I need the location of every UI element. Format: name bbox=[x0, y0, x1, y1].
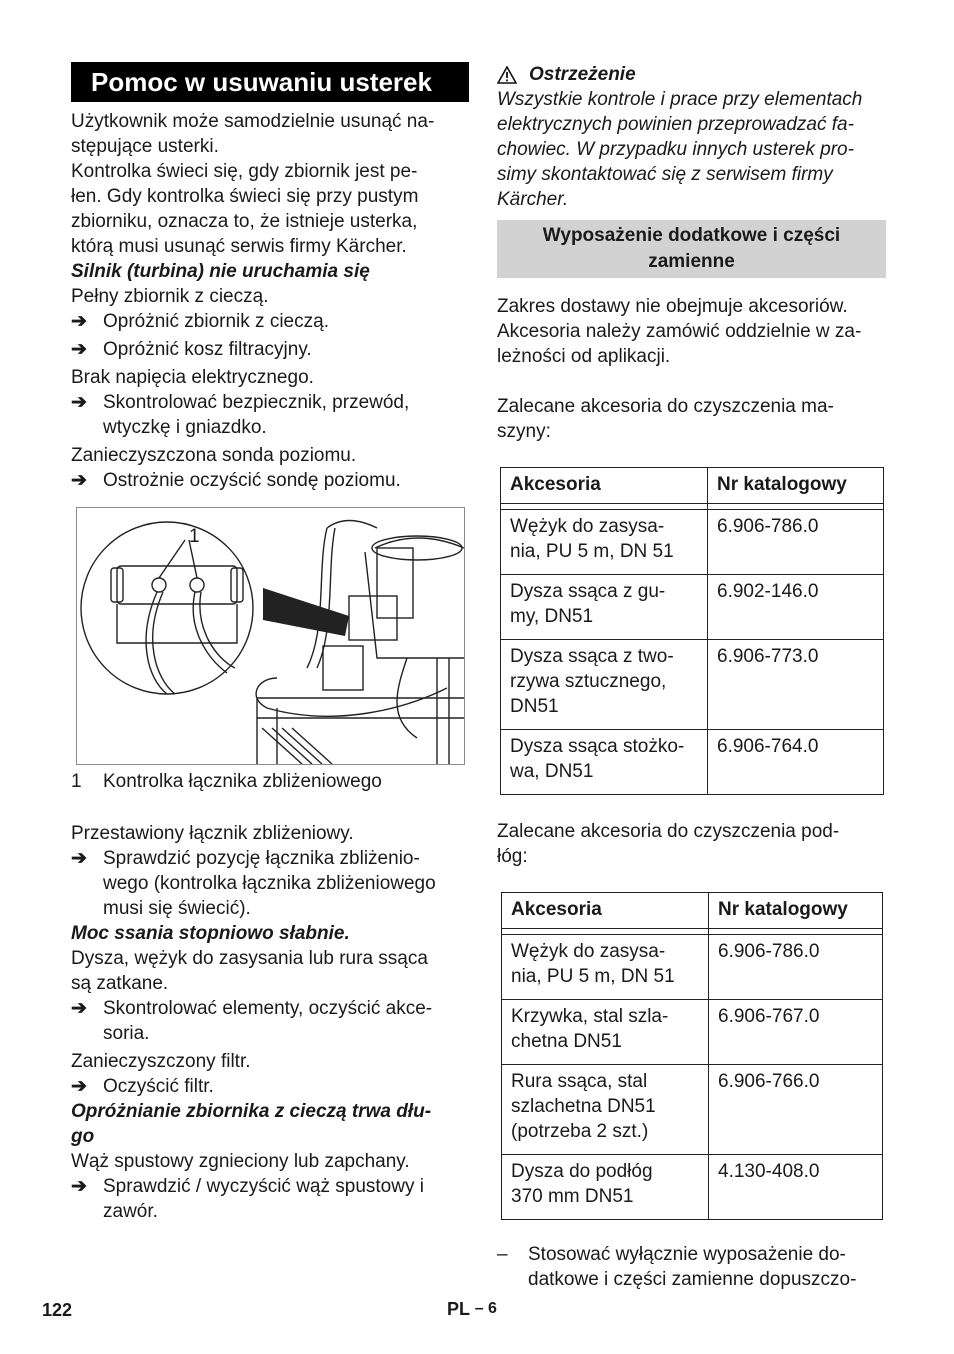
intro-line-2: stępujące usterki. bbox=[71, 136, 219, 157]
section-title: Pomoc w usuwaniu usterek bbox=[71, 62, 469, 102]
table-row: Dysza ssąca stożko- wa, DN51 6.906-764.0 bbox=[501, 730, 884, 795]
floor-cleaning-line-1: Zalecane akcesoria do czyszczenia pod- bbox=[497, 821, 840, 842]
intro2-line-1: Kontrolka świeci się, gdy zbiornik jest pe- bbox=[71, 161, 418, 182]
table-row: Krzywka, stal szla- chetna DN51 6.906-767.0 bbox=[502, 1000, 883, 1065]
arrow-icon: ➔ bbox=[71, 1176, 87, 1197]
machine-accessories-table bbox=[500, 467, 884, 795]
cause-full-tank: Pełny zbiornik z cieczą. bbox=[71, 286, 269, 307]
warning-triangle-icon bbox=[497, 66, 517, 84]
device-illustration bbox=[76, 507, 465, 765]
right-column bbox=[497, 62, 886, 1292]
action-item: ➔ Ostrożnie oczyścić sondę poziomu. bbox=[71, 470, 401, 491]
note-item: – Stosować wyłącznie wyposażenie do- datkowe i części zamienne dopuszczo- bbox=[497, 1244, 857, 1290]
action-item: ➔ Skontrolować elementy, oczyścić akce- soria. bbox=[71, 998, 433, 1044]
table-header-row: Akcesoria Nr katalogowy bbox=[501, 468, 884, 504]
table-row: Dysza ssąca z gu- my, DN51 6.902-146.0 bbox=[501, 575, 884, 640]
warning-heading: Ostrzeżenie bbox=[497, 62, 886, 87]
fault-heading-motor: Silnik (turbina) nie uruchamia się bbox=[71, 261, 370, 282]
arrow-icon: ➔ bbox=[71, 848, 87, 869]
action-item: ➔ Opróżnić kosz filtracyjny. bbox=[71, 339, 312, 360]
arrow-icon: ➔ bbox=[71, 339, 87, 360]
floor-cleaning-line-2: łóg: bbox=[497, 846, 528, 867]
table-row: Rura ssąca, stal szlachetna DN51 (potrzeba 2 szt.) 6.906-766.0 bbox=[502, 1065, 883, 1155]
cause-proximity-switch: Przestawiony łącznik zbliżeniowy. bbox=[71, 823, 354, 844]
warning-text-line-5: Kärcher. bbox=[497, 189, 569, 210]
intro2-line-3: zbiorniku, oznacza to, że istnieje usterka, bbox=[71, 211, 418, 232]
language-page-marker: PL – 6 bbox=[447, 1299, 497, 1319]
cause-clogged-line-1: Dysza, wężyk do zasysania lub rura ssąca bbox=[71, 948, 428, 969]
arrow-icon: ➔ bbox=[71, 470, 87, 491]
intro-line-1: Użytkownik może samodzielnie usunąć na- bbox=[71, 111, 435, 132]
intro2-line-4: którą musi usunąć serwis firmy Kärcher. bbox=[71, 236, 407, 257]
table-row: Wężyk do zasysa- nia, PU 5 m, DN 51 6.906-786.0 bbox=[502, 935, 883, 1000]
accessories-intro-line-2: Akcesoria należy zamówić oddzielnie w za- bbox=[497, 321, 862, 342]
table-row: Dysza do podłóg 370 mm DN51 4.130-408.0 bbox=[502, 1155, 883, 1220]
cause-drain-hose: Wąż spustowy zgnieciony lub zapchany. bbox=[71, 1151, 410, 1172]
figure-callout-label: 1 bbox=[189, 526, 200, 547]
fault-heading-draining-line-1: Opróżnianie zbiornika z cieczą trwa dłu- bbox=[71, 1101, 432, 1122]
table-row: Wężyk do zasysa- nia, PU 5 m, DN 51 6.906-786.0 bbox=[501, 510, 884, 575]
warning-text-line-1: Wszystkie kontrole i prace przy elementach bbox=[497, 89, 863, 110]
cause-dirty-probe: Zanieczyszczona sonda poziomu. bbox=[71, 445, 357, 466]
page-number: 122 bbox=[42, 1300, 73, 1320]
vacuum-cleaner-drawing bbox=[77, 508, 464, 764]
floor-accessories-table bbox=[501, 892, 883, 1220]
arrow-icon: ➔ bbox=[71, 1076, 87, 1097]
figure-caption: 1 Kontrolka łącznika zbliżeniowego bbox=[71, 771, 382, 792]
action-item: ➔ Sprawdzić / wyczyścić wąż spustowy i zawór. bbox=[71, 1176, 424, 1222]
dash-bullet: – bbox=[497, 1244, 508, 1265]
fault-heading-draining-line-2: go bbox=[71, 1126, 95, 1147]
cause-clogged-line-2: są zatkane. bbox=[71, 973, 169, 994]
table-header-row: Akcesoria Nr katalogowy bbox=[502, 893, 883, 929]
action-item: ➔ Skontrolować bezpiecznik, przewód, wtyczkę i gniazdko. bbox=[71, 392, 410, 438]
machine-cleaning-line-1: Zalecane akcesoria do czyszczenia ma- bbox=[497, 396, 834, 417]
machine-cleaning-line-2: szyny: bbox=[497, 421, 551, 442]
arrow-icon: ➔ bbox=[71, 311, 87, 332]
arrow-icon: ➔ bbox=[71, 392, 87, 413]
accessories-intro-line-3: leżności od aplikacji. bbox=[497, 346, 671, 367]
warning-text-line-4: simy skontaktować się z serwisem firmy bbox=[497, 164, 833, 185]
intro2-line-2: łen. Gdy kontrolka świeci się przy pustym bbox=[71, 186, 419, 207]
warning-text-line-3: chowiec. W przypadku innych usterek pro- bbox=[497, 139, 854, 160]
cause-dirty-filter: Zanieczyszczony filtr. bbox=[71, 1051, 251, 1072]
action-item: ➔ Sprawdzić pozycję łącznika zbliżenio- wego (kontrolka łącznika zbliżeniowego musi się świecić). bbox=[71, 848, 436, 919]
action-item: ➔ Oczyścić filtr. bbox=[71, 1076, 214, 1097]
table-row: Dysza ssąca z two- rzywa sztucznego, DN51 6.906-773.0 bbox=[501, 640, 884, 730]
accessories-heading: Wyposażenie dodatkowe i części zamienne bbox=[497, 220, 886, 278]
warning-text-line-2: elektrycznych powinien przeprowadzać fa- bbox=[497, 114, 854, 135]
cause-no-voltage: Brak napięcia elektrycznego. bbox=[71, 367, 314, 388]
fault-heading-suction: Moc ssania stopniowo słabnie. bbox=[71, 923, 350, 944]
accessories-intro-line-1: Zakres dostawy nie obejmuje akcesoriów. bbox=[497, 296, 848, 317]
arrow-icon: ➔ bbox=[71, 998, 87, 1019]
action-item: ➔ Opróżnić zbiornik z cieczą. bbox=[71, 311, 329, 332]
left-column bbox=[71, 62, 469, 1224]
